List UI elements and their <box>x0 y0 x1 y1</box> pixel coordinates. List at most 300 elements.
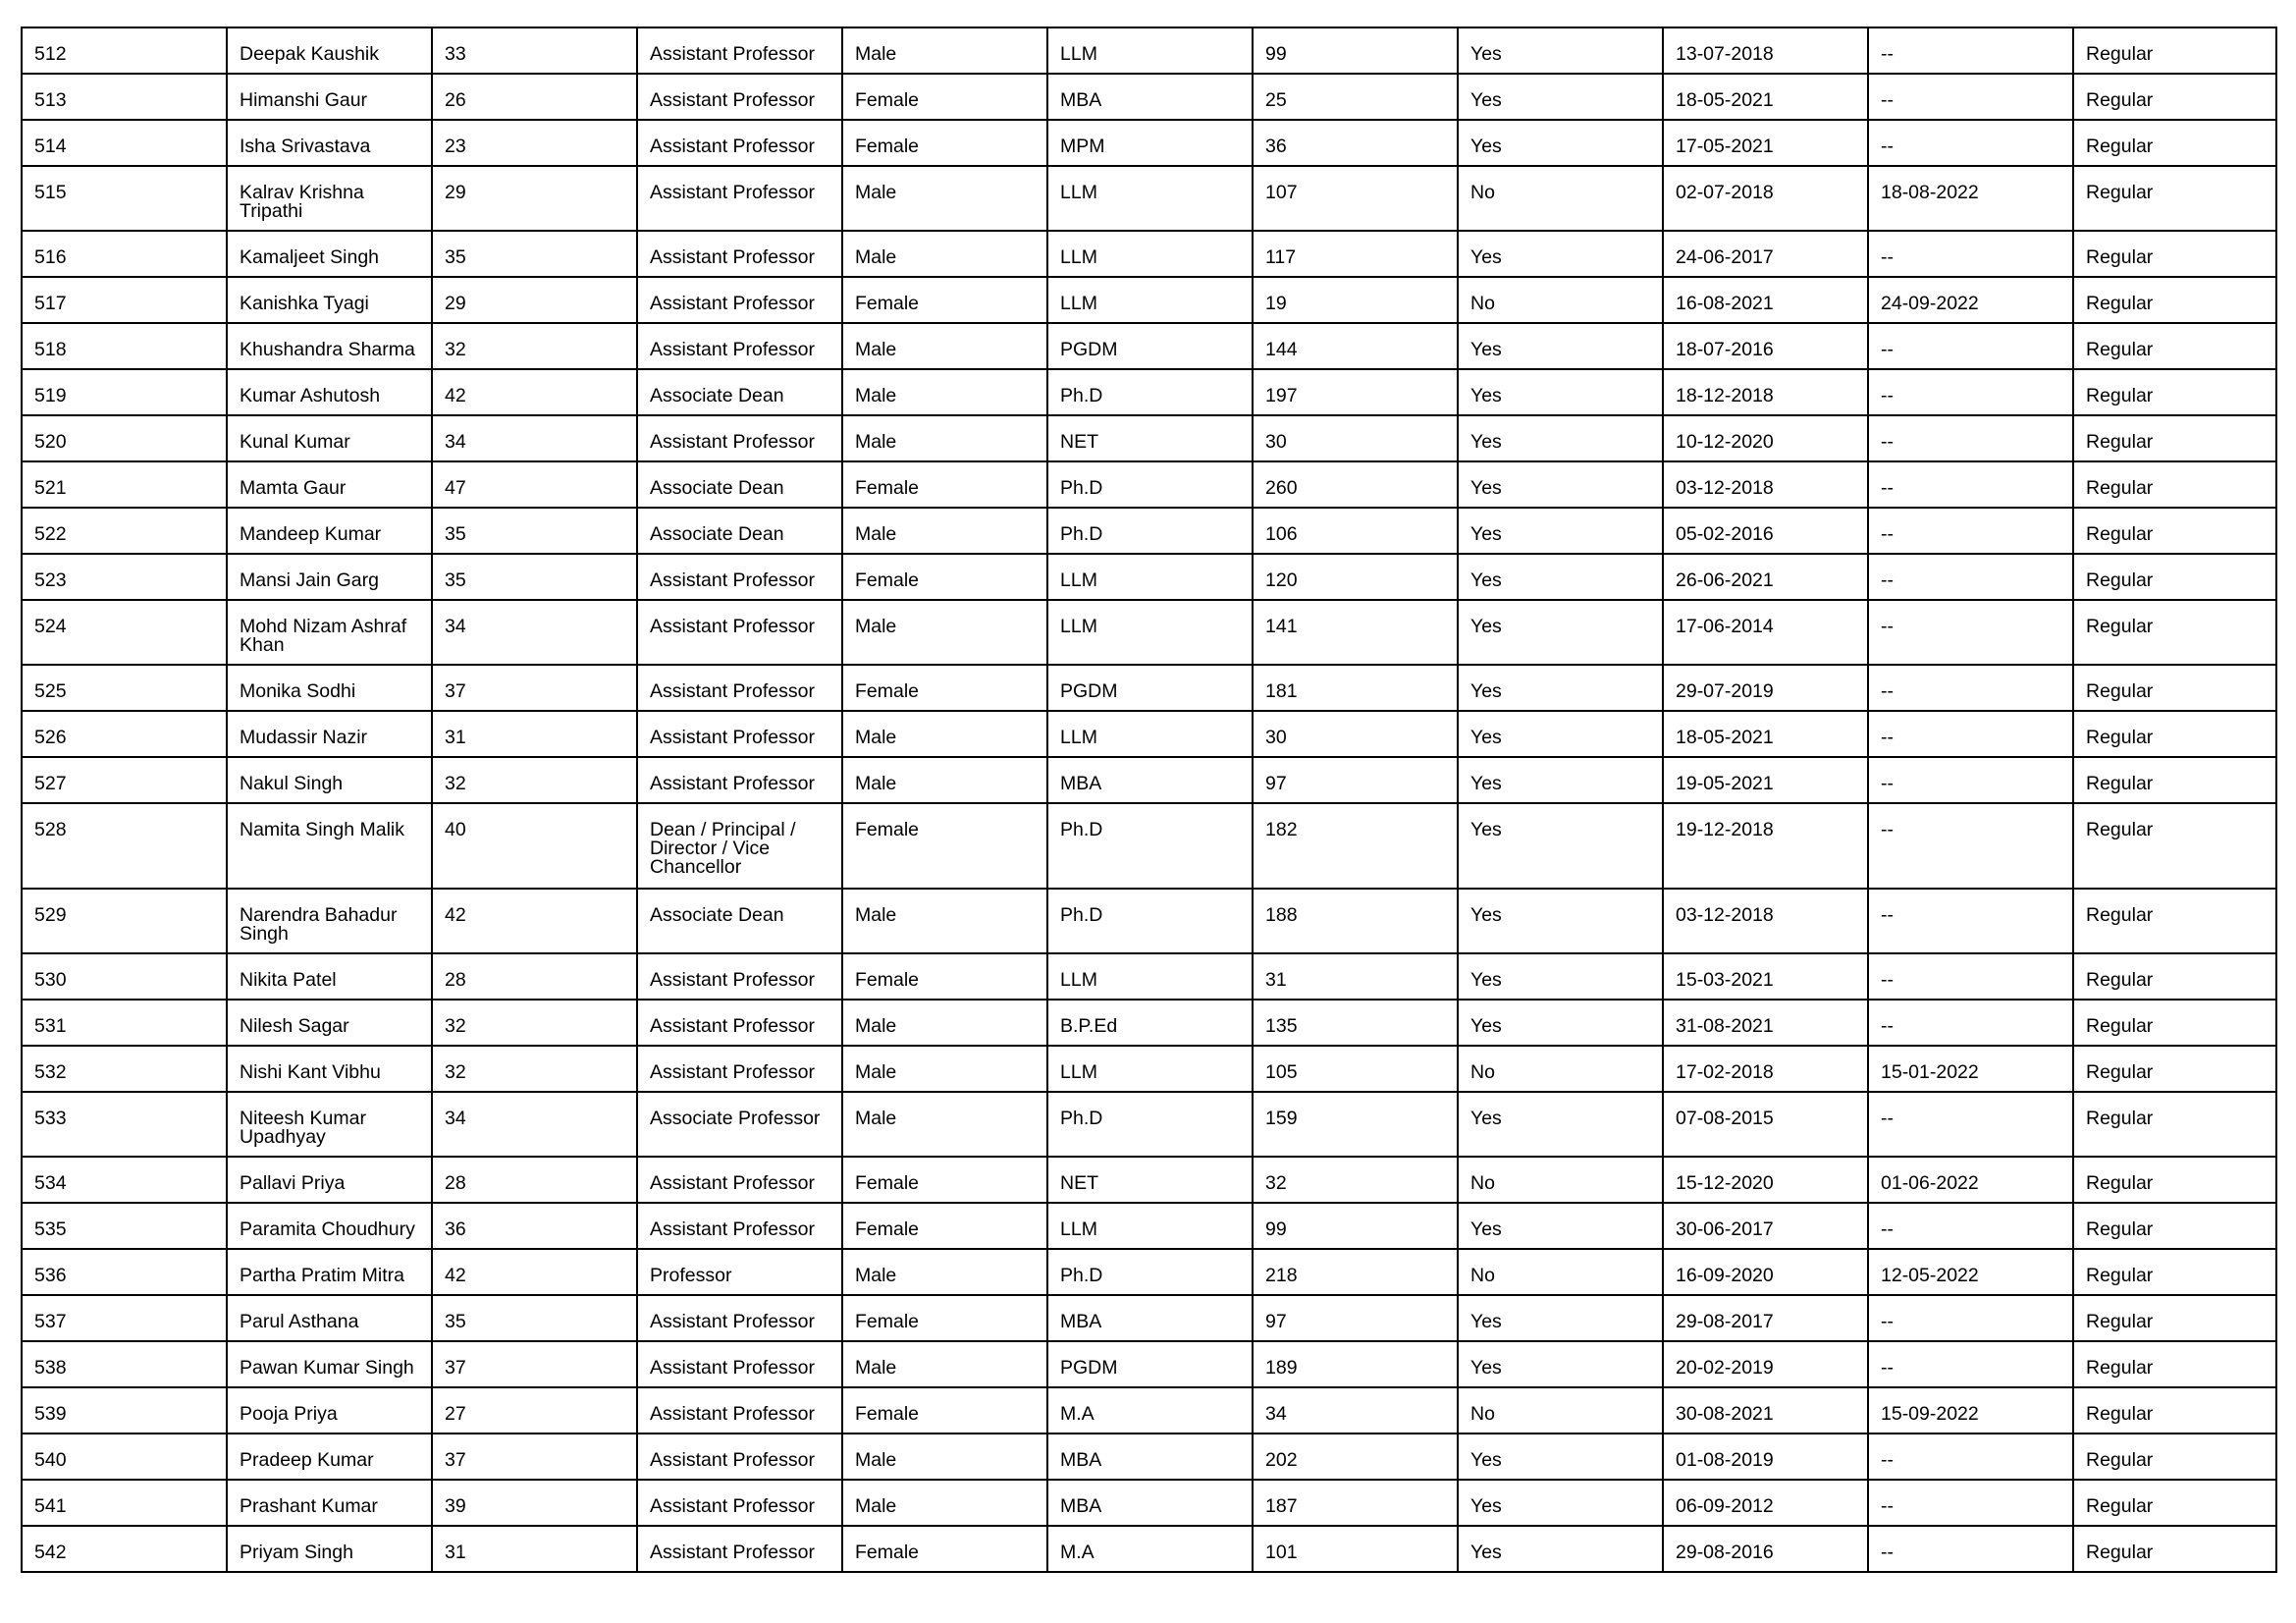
leaving-date-cell: -- <box>1868 953 2073 1000</box>
currently-working-cell: Yes <box>1458 711 1663 757</box>
currently-working-cell: Yes <box>1458 323 1663 369</box>
gender-cell: Female <box>842 665 1047 711</box>
gender-cell: Male <box>842 757 1047 803</box>
nature-of-appointment-cell: Regular <box>2073 323 2276 369</box>
experience-cell: 34 <box>1253 1387 1458 1434</box>
currently-working-cell: Yes <box>1458 415 1663 461</box>
serial-number-cell: 516 <box>22 231 227 277</box>
experience-cell: 117 <box>1253 231 1458 277</box>
nature-of-appointment-cell: Regular <box>2073 508 2276 554</box>
serial-number-cell: 542 <box>22 1526 227 1572</box>
joining-date-cell: 06-09-2012 <box>1663 1480 1868 1526</box>
experience-cell: 218 <box>1253 1249 1458 1295</box>
age-cell: 32 <box>432 1046 637 1092</box>
table-row <box>22 415 2276 461</box>
designation-cell: Assistant Professor <box>637 1480 842 1526</box>
currently-working-cell: No <box>1458 166 1663 231</box>
experience-cell: 202 <box>1253 1434 1458 1480</box>
serial-number-cell: 518 <box>22 323 227 369</box>
qualification-cell: M.A <box>1047 1526 1253 1572</box>
age-cell: 28 <box>432 1157 637 1203</box>
table-row <box>22 1157 2276 1203</box>
age-cell: 37 <box>432 665 637 711</box>
faculty-name-cell: Pallavi Priya <box>227 1157 432 1203</box>
nature-of-appointment-cell: Regular <box>2073 1249 2276 1295</box>
qualification-cell: Ph.D <box>1047 508 1253 554</box>
experience-cell: 25 <box>1253 74 1458 120</box>
gender-cell: Male <box>842 369 1047 415</box>
faculty-name-cell: Deepak Kaushik <box>227 27 432 74</box>
experience-cell: 141 <box>1253 600 1458 665</box>
designation-cell: Assistant Professor <box>637 600 842 665</box>
gender-cell: Female <box>842 1295 1047 1341</box>
qualification-cell: Ph.D <box>1047 889 1253 953</box>
faculty-name-cell: Kalrav Krishna Tripathi <box>227 166 432 231</box>
qualification-cell: MBA <box>1047 1295 1253 1341</box>
qualification-cell: LLM <box>1047 554 1253 600</box>
designation-cell: Assistant Professor <box>637 1203 842 1249</box>
leaving-date-cell: -- <box>1868 1480 2073 1526</box>
serial-number-cell: 533 <box>22 1092 227 1157</box>
experience-cell: 97 <box>1253 1295 1458 1341</box>
table-row <box>22 508 2276 554</box>
nature-of-appointment-cell: Regular <box>2073 277 2276 323</box>
leaving-date-cell: -- <box>1868 461 2073 508</box>
joining-date-cell: 30-06-2017 <box>1663 1203 1868 1249</box>
nature-of-appointment-cell: Regular <box>2073 74 2276 120</box>
joining-date-cell: 15-03-2021 <box>1663 953 1868 1000</box>
table-row <box>22 1434 2276 1480</box>
age-cell: 37 <box>432 1434 637 1480</box>
age-cell: 27 <box>432 1387 637 1434</box>
gender-cell: Male <box>842 1092 1047 1157</box>
experience-cell: 120 <box>1253 554 1458 600</box>
serial-number-cell: 532 <box>22 1046 227 1092</box>
faculty-name-cell: Khushandra Sharma <box>227 323 432 369</box>
currently-working-cell: Yes <box>1458 1480 1663 1526</box>
currently-working-cell: No <box>1458 1387 1663 1434</box>
table-row <box>22 1046 2276 1092</box>
gender-cell: Male <box>842 1434 1047 1480</box>
faculty-name-cell: Nikita Patel <box>227 953 432 1000</box>
qualification-cell: Ph.D <box>1047 1249 1253 1295</box>
faculty-name-cell: Himanshi Gaur <box>227 74 432 120</box>
gender-cell: Male <box>842 323 1047 369</box>
designation-cell: Associate Dean <box>637 461 842 508</box>
experience-cell: 159 <box>1253 1092 1458 1157</box>
serial-number-cell: 514 <box>22 120 227 166</box>
qualification-cell: LLM <box>1047 953 1253 1000</box>
leaving-date-cell: 12-05-2022 <box>1868 1249 2073 1295</box>
faculty-name-cell: Kanishka Tyagi <box>227 277 432 323</box>
serial-number-cell: 525 <box>22 665 227 711</box>
nature-of-appointment-cell: Regular <box>2073 1387 2276 1434</box>
leaving-date-cell: 15-01-2022 <box>1868 1046 2073 1092</box>
serial-number-cell: 531 <box>22 1000 227 1046</box>
qualification-cell: LLM <box>1047 166 1253 231</box>
faculty-name-cell: Isha Srivastava <box>227 120 432 166</box>
joining-date-cell: 16-08-2021 <box>1663 277 1868 323</box>
leaving-date-cell: -- <box>1868 1295 2073 1341</box>
gender-cell: Male <box>842 1000 1047 1046</box>
nature-of-appointment-cell: Regular <box>2073 665 2276 711</box>
serial-number-cell: 538 <box>22 1341 227 1387</box>
nature-of-appointment-cell: Regular <box>2073 369 2276 415</box>
qualification-cell: NET <box>1047 1157 1253 1203</box>
faculty-name-cell: Nishi Kant Vibhu <box>227 1046 432 1092</box>
serial-number-cell: 529 <box>22 889 227 953</box>
table-row <box>22 166 2276 231</box>
nature-of-appointment-cell: Regular <box>2073 1157 2276 1203</box>
currently-working-cell: Yes <box>1458 369 1663 415</box>
nature-of-appointment-cell: Regular <box>2073 803 2276 889</box>
leaving-date-cell: 15-09-2022 <box>1868 1387 2073 1434</box>
currently-working-cell: Yes <box>1458 600 1663 665</box>
designation-cell: Assistant Professor <box>637 1526 842 1572</box>
gender-cell: Male <box>842 1046 1047 1092</box>
joining-date-cell: 19-12-2018 <box>1663 803 1868 889</box>
gender-cell: Male <box>842 415 1047 461</box>
age-cell: 42 <box>432 369 637 415</box>
table-row <box>22 889 2276 953</box>
gender-cell: Male <box>842 166 1047 231</box>
experience-cell: 97 <box>1253 757 1458 803</box>
age-cell: 31 <box>432 1526 637 1572</box>
designation-cell: Assistant Professor <box>637 711 842 757</box>
faculty-name-cell: Monika Sodhi <box>227 665 432 711</box>
faculty-name-cell: Namita Singh Malik <box>227 803 432 889</box>
age-cell: 29 <box>432 166 637 231</box>
qualification-cell: MBA <box>1047 757 1253 803</box>
faculty-name-cell: Mandeep Kumar <box>227 508 432 554</box>
gender-cell: Male <box>842 711 1047 757</box>
currently-working-cell: Yes <box>1458 120 1663 166</box>
designation-cell: Assistant Professor <box>637 323 842 369</box>
serial-number-cell: 541 <box>22 1480 227 1526</box>
experience-cell: 181 <box>1253 665 1458 711</box>
leaving-date-cell: -- <box>1868 415 2073 461</box>
table-row <box>22 757 2276 803</box>
table-row <box>22 27 2276 74</box>
faculty-name-cell: Mansi Jain Garg <box>227 554 432 600</box>
age-cell: 39 <box>432 1480 637 1526</box>
nature-of-appointment-cell: Regular <box>2073 889 2276 953</box>
currently-working-cell: Yes <box>1458 74 1663 120</box>
gender-cell: Female <box>842 953 1047 1000</box>
designation-cell: Assistant Professor <box>637 757 842 803</box>
nature-of-appointment-cell: Regular <box>2073 231 2276 277</box>
designation-cell: Assistant Professor <box>637 1295 842 1341</box>
joining-date-cell: 29-08-2017 <box>1663 1295 1868 1341</box>
gender-cell: Female <box>842 1157 1047 1203</box>
table-row <box>22 1480 2276 1526</box>
age-cell: 37 <box>432 1341 637 1387</box>
designation-cell: Assistant Professor <box>637 953 842 1000</box>
faculty-name-cell: Kumar Ashutosh <box>227 369 432 415</box>
gender-cell: Male <box>842 600 1047 665</box>
leaving-date-cell: -- <box>1868 1434 2073 1480</box>
gender-cell: Male <box>842 27 1047 74</box>
gender-cell: Female <box>842 461 1047 508</box>
table-row <box>22 323 2276 369</box>
age-cell: 32 <box>432 1000 637 1046</box>
gender-cell: Male <box>842 231 1047 277</box>
leaving-date-cell: -- <box>1868 665 2073 711</box>
leaving-date-cell: -- <box>1868 803 2073 889</box>
joining-date-cell: 17-06-2014 <box>1663 600 1868 665</box>
serial-number-cell: 534 <box>22 1157 227 1203</box>
age-cell: 36 <box>432 1203 637 1249</box>
gender-cell: Female <box>842 554 1047 600</box>
qualification-cell: LLM <box>1047 277 1253 323</box>
qualification-cell: LLM <box>1047 600 1253 665</box>
nature-of-appointment-cell: Regular <box>2073 1526 2276 1572</box>
experience-cell: 36 <box>1253 120 1458 166</box>
table-row <box>22 953 2276 1000</box>
qualification-cell: LLM <box>1047 231 1253 277</box>
currently-working-cell: Yes <box>1458 1092 1663 1157</box>
age-cell: 47 <box>432 461 637 508</box>
experience-cell: 30 <box>1253 711 1458 757</box>
age-cell: 42 <box>432 889 637 953</box>
leaving-date-cell: -- <box>1868 1341 2073 1387</box>
designation-cell: Associate Dean <box>637 508 842 554</box>
age-cell: 35 <box>432 508 637 554</box>
table-row <box>22 803 2276 889</box>
experience-cell: 107 <box>1253 166 1458 231</box>
leaving-date-cell: -- <box>1868 74 2073 120</box>
table-row <box>22 369 2276 415</box>
faculty-name-cell: Mohd Nizam Ashraf Khan <box>227 600 432 665</box>
currently-working-cell: Yes <box>1458 803 1663 889</box>
leaving-date-cell: -- <box>1868 600 2073 665</box>
gender-cell: Female <box>842 277 1047 323</box>
designation-cell: Assistant Professor <box>637 665 842 711</box>
qualification-cell: Ph.D <box>1047 1092 1253 1157</box>
designation-cell: Associate Professor <box>637 1092 842 1157</box>
age-cell: 34 <box>432 1092 637 1157</box>
qualification-cell: PGDM <box>1047 1341 1253 1387</box>
faculty-name-cell: Kunal Kumar <box>227 415 432 461</box>
designation-cell: Assistant Professor <box>637 231 842 277</box>
gender-cell: Female <box>842 120 1047 166</box>
serial-number-cell: 515 <box>22 166 227 231</box>
qualification-cell: MBA <box>1047 1480 1253 1526</box>
currently-working-cell: Yes <box>1458 953 1663 1000</box>
joining-date-cell: 13-07-2018 <box>1663 27 1868 74</box>
designation-cell: Assistant Professor <box>637 120 842 166</box>
table-row <box>22 554 2276 600</box>
table-row <box>22 231 2276 277</box>
joining-date-cell: 03-12-2018 <box>1663 889 1868 953</box>
joining-date-cell: 07-08-2015 <box>1663 1092 1868 1157</box>
joining-date-cell: 30-08-2021 <box>1663 1387 1868 1434</box>
designation-cell: Associate Dean <box>637 369 842 415</box>
nature-of-appointment-cell: Regular <box>2073 120 2276 166</box>
experience-cell: 189 <box>1253 1341 1458 1387</box>
table-row <box>22 461 2276 508</box>
age-cell: 28 <box>432 953 637 1000</box>
faculty-name-cell: Mamta Gaur <box>227 461 432 508</box>
gender-cell: Female <box>842 1387 1047 1434</box>
age-cell: 32 <box>432 757 637 803</box>
joining-date-cell: 10-12-2020 <box>1663 415 1868 461</box>
leaving-date-cell: -- <box>1868 1092 2073 1157</box>
gender-cell: Female <box>842 1526 1047 1572</box>
nature-of-appointment-cell: Regular <box>2073 27 2276 74</box>
designation-cell: Associate Dean <box>637 889 842 953</box>
faculty-name-cell: Pradeep Kumar <box>227 1434 432 1480</box>
gender-cell: Male <box>842 508 1047 554</box>
nature-of-appointment-cell: Regular <box>2073 1203 2276 1249</box>
table-row <box>22 1295 2276 1341</box>
leaving-date-cell: -- <box>1868 1203 2073 1249</box>
nature-of-appointment-cell: Regular <box>2073 1092 2276 1157</box>
age-cell: 35 <box>432 1295 637 1341</box>
joining-date-cell: 29-07-2019 <box>1663 665 1868 711</box>
currently-working-cell: No <box>1458 277 1663 323</box>
table-row <box>22 1387 2276 1434</box>
faculty-name-cell: Niteesh Kumar Upadhyay <box>227 1092 432 1157</box>
faculty-name-cell: Priyam Singh <box>227 1526 432 1572</box>
leaving-date-cell: -- <box>1868 711 2073 757</box>
currently-working-cell: Yes <box>1458 1526 1663 1572</box>
currently-working-cell: Yes <box>1458 1295 1663 1341</box>
table-row <box>22 600 2276 665</box>
nature-of-appointment-cell: Regular <box>2073 1046 2276 1092</box>
joining-date-cell: 01-08-2019 <box>1663 1434 1868 1480</box>
currently-working-cell: Yes <box>1458 1203 1663 1249</box>
designation-cell: Assistant Professor <box>637 1341 842 1387</box>
gender-cell: Male <box>842 1480 1047 1526</box>
designation-cell: Professor <box>637 1249 842 1295</box>
age-cell: 32 <box>432 323 637 369</box>
qualification-cell: LLM <box>1047 711 1253 757</box>
qualification-cell: LLM <box>1047 27 1253 74</box>
serial-number-cell: 535 <box>22 1203 227 1249</box>
age-cell: 26 <box>432 74 637 120</box>
serial-number-cell: 528 <box>22 803 227 889</box>
joining-date-cell: 24-06-2017 <box>1663 231 1868 277</box>
joining-date-cell: 02-07-2018 <box>1663 166 1868 231</box>
qualification-cell: PGDM <box>1047 323 1253 369</box>
currently-working-cell: No <box>1458 1157 1663 1203</box>
nature-of-appointment-cell: Regular <box>2073 1295 2276 1341</box>
nature-of-appointment-cell: Regular <box>2073 711 2276 757</box>
leaving-date-cell: -- <box>1868 231 2073 277</box>
leaving-date-cell: -- <box>1868 757 2073 803</box>
nature-of-appointment-cell: Regular <box>2073 953 2276 1000</box>
designation-cell: Assistant Professor <box>637 1000 842 1046</box>
qualification-cell: NET <box>1047 415 1253 461</box>
qualification-cell: MBA <box>1047 74 1253 120</box>
experience-cell: 99 <box>1253 1203 1458 1249</box>
age-cell: 35 <box>432 554 637 600</box>
leaving-date-cell: -- <box>1868 1000 2073 1046</box>
serial-number-cell: 513 <box>22 74 227 120</box>
experience-cell: 182 <box>1253 803 1458 889</box>
designation-cell: Assistant Professor <box>637 554 842 600</box>
serial-number-cell: 519 <box>22 369 227 415</box>
nature-of-appointment-cell: Regular <box>2073 757 2276 803</box>
serial-number-cell: 537 <box>22 1295 227 1341</box>
joining-date-cell: 26-06-2021 <box>1663 554 1868 600</box>
serial-number-cell: 530 <box>22 953 227 1000</box>
leaving-date-cell: -- <box>1868 889 2073 953</box>
age-cell: 40 <box>432 803 637 889</box>
table-row <box>22 277 2276 323</box>
age-cell: 35 <box>432 231 637 277</box>
table-row <box>22 1341 2276 1387</box>
joining-date-cell: 19-05-2021 <box>1663 757 1868 803</box>
nature-of-appointment-cell: Regular <box>2073 1480 2276 1526</box>
qualification-cell: MBA <box>1047 1434 1253 1480</box>
serial-number-cell: 523 <box>22 554 227 600</box>
qualification-cell: Ph.D <box>1047 803 1253 889</box>
currently-working-cell: Yes <box>1458 665 1663 711</box>
leaving-date-cell: -- <box>1868 27 2073 74</box>
nature-of-appointment-cell: Regular <box>2073 1434 2276 1480</box>
leaving-date-cell: -- <box>1868 323 2073 369</box>
gender-cell: Female <box>842 1203 1047 1249</box>
leaving-date-cell: -- <box>1868 369 2073 415</box>
faculty-table <box>21 27 2277 1573</box>
table-row <box>22 1000 2276 1046</box>
qualification-cell: Ph.D <box>1047 461 1253 508</box>
table-row <box>22 74 2276 120</box>
leaving-date-cell: 18-08-2022 <box>1868 166 2073 231</box>
qualification-cell: PGDM <box>1047 665 1253 711</box>
designation-cell: Dean / Principal / Director / Vice Chancellor <box>637 803 842 889</box>
experience-cell: 106 <box>1253 508 1458 554</box>
joining-date-cell: 31-08-2021 <box>1663 1000 1868 1046</box>
designation-cell: Assistant Professor <box>637 27 842 74</box>
joining-date-cell: 29-08-2016 <box>1663 1526 1868 1572</box>
currently-working-cell: Yes <box>1458 757 1663 803</box>
currently-working-cell: Yes <box>1458 1341 1663 1387</box>
gender-cell: Female <box>842 803 1047 889</box>
table-row <box>22 120 2276 166</box>
leaving-date-cell: -- <box>1868 120 2073 166</box>
leaving-date-cell: 01-06-2022 <box>1868 1157 2073 1203</box>
currently-working-cell: Yes <box>1458 1434 1663 1480</box>
qualification-cell: B.P.Ed <box>1047 1000 1253 1046</box>
qualification-cell: Ph.D <box>1047 369 1253 415</box>
table-row <box>22 1092 2276 1157</box>
faculty-name-cell: Paramita Choudhury <box>227 1203 432 1249</box>
experience-cell: 187 <box>1253 1480 1458 1526</box>
currently-working-cell: No <box>1458 1249 1663 1295</box>
currently-working-cell: Yes <box>1458 231 1663 277</box>
table-row <box>22 1249 2276 1295</box>
age-cell: 31 <box>432 711 637 757</box>
qualification-cell: LLM <box>1047 1203 1253 1249</box>
joining-date-cell: 18-12-2018 <box>1663 369 1868 415</box>
serial-number-cell: 520 <box>22 415 227 461</box>
qualification-cell: MPM <box>1047 120 1253 166</box>
currently-working-cell: Yes <box>1458 1000 1663 1046</box>
joining-date-cell: 18-07-2016 <box>1663 323 1868 369</box>
experience-cell: 144 <box>1253 323 1458 369</box>
faculty-name-cell: Nilesh Sagar <box>227 1000 432 1046</box>
serial-number-cell: 517 <box>22 277 227 323</box>
designation-cell: Assistant Professor <box>637 74 842 120</box>
experience-cell: 105 <box>1253 1046 1458 1092</box>
faculty-name-cell: Nakul Singh <box>227 757 432 803</box>
age-cell: 34 <box>432 415 637 461</box>
currently-working-cell: Yes <box>1458 27 1663 74</box>
joining-date-cell: 03-12-2018 <box>1663 461 1868 508</box>
